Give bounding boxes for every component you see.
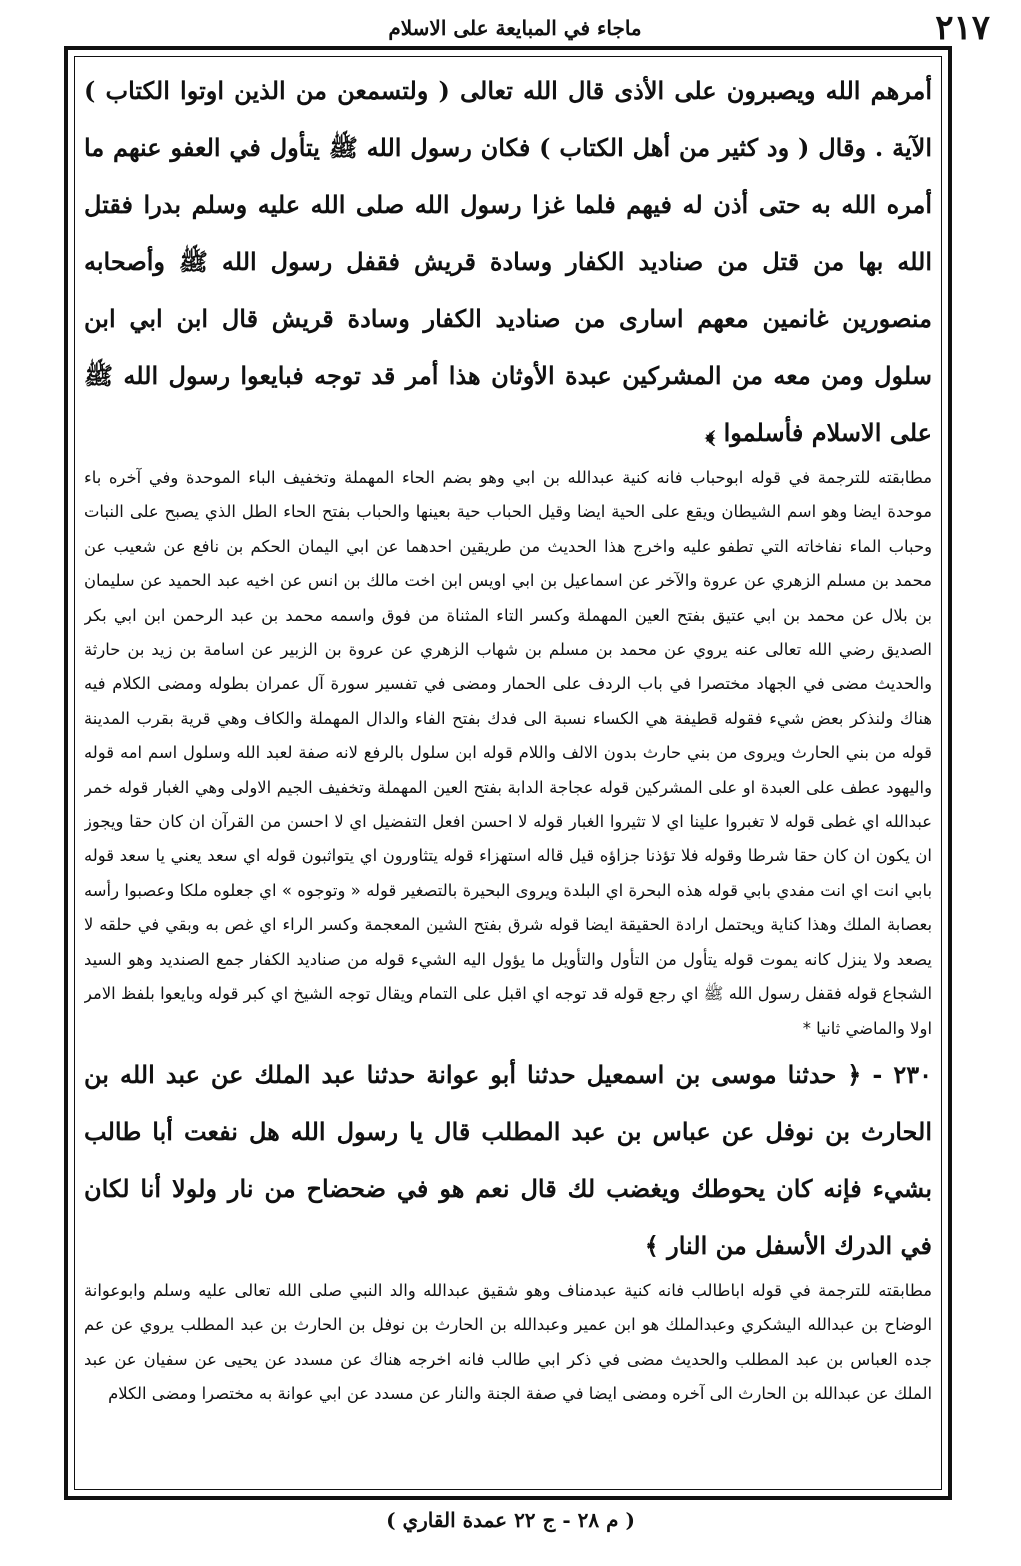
hadith-text: ﴿ حدثنا موسى بن اسمعيل حدثنا أبو عوانة حدثنا عبد الملك عن عبد الله بن الحارث بن نوفل عن عباس بن عبد المطلب قال يا رسول الله هل نفعت أبا طالب بشيء فإنه كان يحوطك ويغضب لك قال نعم هو في ضحضاح من نار ولولا أنا لكان في الدرك الأسفل من النار ﴾: [84, 1059, 932, 1260]
page-body: [84, 62, 932, 1486]
commentary-paragraph: مطابقته للترجمة في قوله اباطالب فانه كنية عبدمناف وهو شقيق عبدالله والد النبي صلى الله تعالى عليه وسلم وابوعوانة الوضاح بن عبدالله اليشكري وعبدالملك هو ابن عمير وعبدالله بن الحارث بن نوفل بن الحارث بن عبد المطلب يروي عن عم جده العباس بن عبد المطلب والحديث مضى في ذكر ابي طالب فانه اخرجه هناك عن مسدد عن يحيى عن سفيان عن عبد الملك عن عبدالله بن الحارث الى آخره ومضى ايضا في صفة الجنة والنار عن مسدد عن ابي عوانة به مختصرا ومضى الكلام: [84, 1280, 932, 1404]
hadith-text: أمرهم الله ويصبرون على الأذى قال الله تعالى ( ولتسمعن من الذين اوتوا الكتاب ) الآية . وقال ( ود كثير من أهل الكتاب ) فكان رسول الله ﷺ يتأول في العفو عنهم ما أمره الله به حتى أذن له فيهم فلما غزا رسول الله صلى الله عليه وسلم بدرا فقتل الله بها من قتل من صناديد الكفار وسادة قريش فقفل رسول الله ﷺ وأصحابه منصورين غانمين معهم اسارى من صناديد الكفار وسادة قريش قال ابن ابي ابن سلول ومن معه من المشركين عبدة الأوثان هذا أمر قد توجه فبايعوا رسول الله ﷺ على الاسلام فأسلموا ﴾: [84, 76, 932, 447]
hadith-230: ٢٣٠ - ﴿ حدثنا موسى بن اسمعيل حدثنا أبو عوانة حدثنا عبد الملك عن عبد الله بن الحارث بن نوفل عن عباس بن عبد المطلب قال يا رسول الله هل نفعت أبا طالب بشيء فإنه كان يحوطك ويغضب لك قال نعم هو في ضحضاح من نار ولولا أنا لكان في الدرك الأسفل من النار ﴾: [84, 1059, 932, 1260]
hadith-number: ٢٣٠: [893, 1059, 932, 1089]
running-title: ماجاء في المبايعة على الاسلام: [388, 16, 642, 40]
commentary-paragraph: مطابقته للترجمة في قوله ابوحباب فانه كنية عبدالله بن ابي وهو بضم الحاء المهملة وتخفيف الباء الموحدة وفي آخره باء موحدة ايضا وهو اسم الشيطان ويقع على الحية ايضا وقيل الحباب حية بعينها والحباب بفتح الحاء الطل الذي يصبح على النبات وحباب الماء نفاخاته التي تطفو عليه واخرج هذا الحديث من طريقين احدهما عن ابي اليمان الحكم بن نافع عن شعيب عن محمد بن مسلم الزهري عن عروة والآخر عن اسماعيل بن ابي اويس ابن اخت مالك بن انس عن اخيه عبد الحميد عن سليمان بن بلال عن محمد بن ابي عتيق بفتح العين المهملة وكسر التاء المثناة من فوق واسمه محمد بن عبد الرحمن ابن ابي بكر الصديق رضي الله تعالى عنه يروي عن محمد بن مسلم بن شهاب الزهري عن عروة بن الزبير عن اسامة بن زيد بن حارثة والحديث مضى في الجهاد مختصرا في باب الردف على الحمار ومضى في تفسير سورة آل عمران بطوله ومضى الكلام فيه هناك ولنذكر بعض شيء فقوله قطيفة هي الكساء نسبة الى فدك بفتح الفاء والدال المهملة والكاف وهي قرية بقرب المدينة قوله من بني الحارث ويروى من بني حارث بدون الالف واللام قوله ابن سلول بالرفع لانه صفة لعبد الله وسلول اسم امه قوله واليهود عطف على العبدة او على المشركين قوله عجاجة الدابة بفتح العين المهملة وتخفيف الجيم الاولى وهي الغبار قوله خمر عبدالله اي غطى قوله لا تغبروا علينا اي لا تثيروا الغبار قوله لا احسن افعل التفضيل اي لا احسن من القرآن ان كان حقا ويجوز ان يكون ان كان حقا شرطا وقوله فلا تؤذنا جزاؤه قيل قاله استهزاء قوله يتثاورون اي يتواثبون قوله اي سعد يعني يا سعد قوله بابي انت اي انت مفدي بابي قوله هذه البحرة اي البلدة ويروى البحيرة بالتصغير قوله « وتوجوه » اي جعلوه ملكا وعصبوا رأسه بعصابة الملك وهذا كناية ويحتمل ارادة الحقيقة ايضا قوله شرق بفتح الشين المعجمة وكسر الراء اي غص به وبقي في حلقه لا يصعد ولا ينزل كانه يموت قوله يتأول من التأول والتأويل ما يؤول اليه الشيء قوله من صناديد الكفار جمع الصنديد وهو السيد الشجاع قوله فقفل رسول الله ﷺ اي رجع قوله قد توجه اي اقبل على التمام ويقال توجه الشيخ اي كبر قوله وبايعوا بلفظ الامر اولا والماضي ثانيا *: [84, 468, 932, 1038]
page-number: ٢١٧: [935, 8, 990, 48]
page-header: [40, 8, 990, 48]
page-footer: ( م ٢٨ - ج ٢٢ عمدة القاري ): [386, 1508, 635, 1532]
